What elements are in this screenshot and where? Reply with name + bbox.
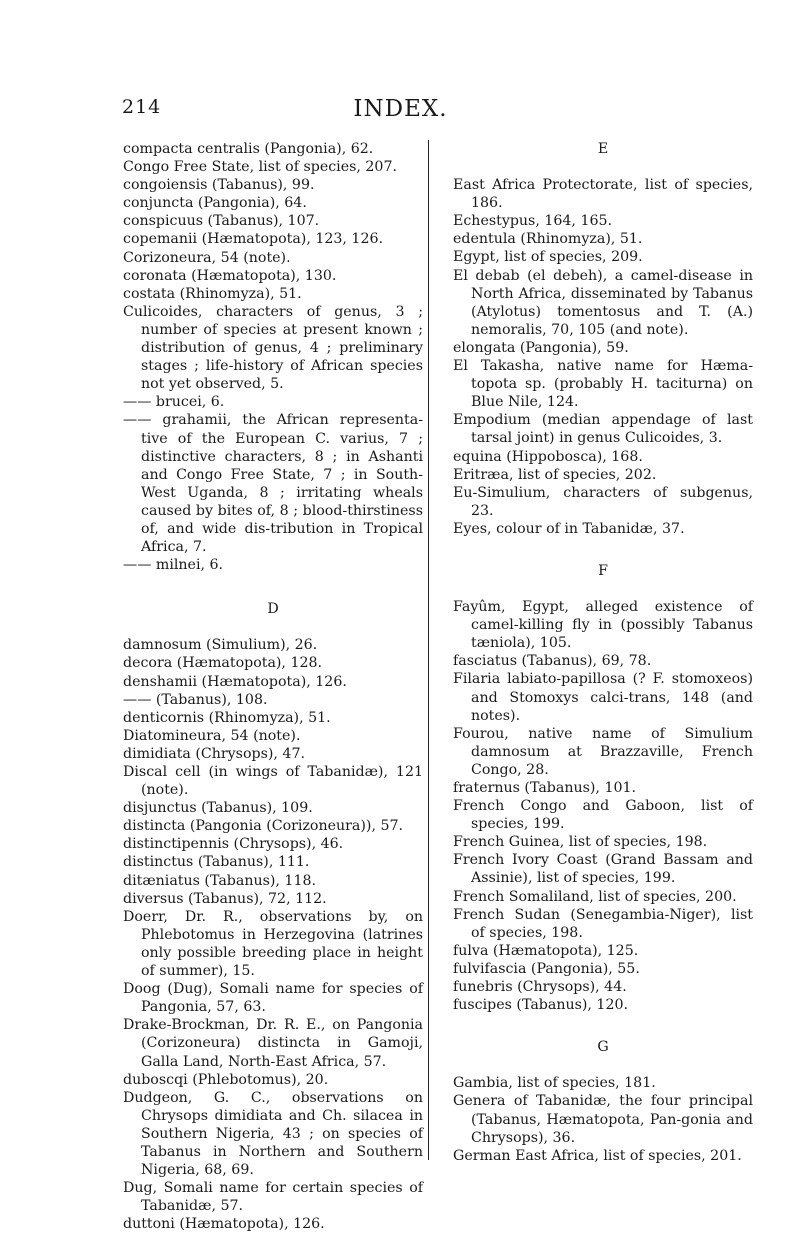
index-entry: edentula (Rhinomyza), 51. [453, 231, 643, 248]
index-entry: conspicuus (Tabanus), 107. [123, 213, 320, 230]
index-entry: French Sudan (Senegambia-Niger), list of species, 198. [453, 906, 753, 941]
index-entry: French Congo and Gaboon, list of species, 199. [453, 798, 753, 833]
index-entry: denticornis (Rhinomyza), 51. [123, 709, 331, 726]
index-entry: costata (Rhinomyza), 51. [123, 285, 302, 302]
index-entry: Echestypus, 164, 165. [453, 213, 613, 230]
index-entry: damnosum (Simulium), 26. [123, 637, 318, 654]
index-entry: East Africa Protectorate, list of species, 186. [453, 177, 753, 212]
left-column [123, 140, 423, 1233]
index-entry: duboscqi (Phlebotomus), 20. [123, 1071, 329, 1088]
index-entry: fasciatus (Tabanus), 69, 78. [453, 653, 652, 670]
index-entry: ditæniatus (Tabanus), 118. [123, 872, 317, 889]
index-entry: —— (Tabanus), 108. [123, 691, 268, 708]
index-entry: dimidiata (Chrysops), 47. [123, 745, 305, 762]
index-entry: Culicoides, characters of genus, 3 ; number of species at present known ; distribution of genus, 4 ; preliminary stages ; life-history of African species not yet observed, 5. [123, 303, 423, 393]
section-letter-d: D [267, 601, 279, 618]
index-entry: —— milnei, 6. [123, 557, 224, 574]
index-entry: diversus (Tabanus), 72, 112. [123, 890, 327, 907]
index-entry: distincta (Pangonia (Corizoneura)), 57. [123, 818, 404, 835]
page-header [0, 96, 801, 132]
section-letter-f: F [598, 562, 608, 579]
index-entry: Dug, Somali name for certain species of Tabanidæ, 57. [123, 1180, 423, 1215]
index-entry: Doerr, Dr. R., observations by, on Phlebotomus in Herzegovina (latrines only possible breeding place in height of summer), 15. [123, 908, 423, 980]
index-entry: congoiensis (Tabanus), 99. [123, 177, 315, 194]
index-entry: fraternus (Tabanus), 101. [453, 780, 637, 796]
index-entry: Fourou, native name of Simulium damnosum at Brazzaville, French Congo, 28. [453, 725, 753, 778]
index-entry: equina (Hippobosca), 168. [453, 448, 643, 465]
index-entry: —— grahamii, the African representa-tive of the European C. varius, 7 ; distinctive characters, 8 ; in Ashanti and Congo Free State, 7 ; in South-West Uganda, 8 ; irritating wheals caused by bites of, 8 ; blood-thirstiness of, and wide dis-tribution in Tropical Africa, 7. [123, 412, 423, 556]
f-entries [453, 598, 753, 1014]
index-entry: disjunctus (Tabanus), 109. [123, 800, 313, 817]
index-entry: coronata (Hæmatopota), 130. [123, 267, 337, 284]
section-letter-g: G [597, 1039, 609, 1056]
index-entry: Doog (Dug), Somali name for species of Pangonia, 57, 63. [123, 981, 423, 1016]
index-entry: French Guinea, list of species, 198. [453, 834, 708, 851]
index-entry: funebris (Chrysops), 44. [453, 979, 627, 996]
g-entries [453, 1074, 753, 1164]
index-entry: distinctus (Tabanus), 111. [123, 854, 310, 871]
index-entry: Gambia, list of species, 181. [453, 1075, 656, 1092]
index-entry: Discal cell (in wings of Tabanidæ), 121 (note). [123, 764, 423, 799]
index-entry: copemanii (Hæmatopota), 123, 126. [123, 231, 384, 248]
page-title: INDEX. [353, 96, 448, 122]
index-entry: Eyes, colour of in Tabanidæ, 37. [453, 520, 685, 537]
index-entry: El Takasha, native name for Hæma-topota sp. (probably H. taciturna) on Blue Nile, 124. [453, 358, 753, 411]
index-entry: fulvifascia (Pangonia), 55. [453, 960, 640, 977]
index-entry: Dudgeon, G. C., observations on Chrysops dimidiata and Ch. silacea in Southern Nigeria, 43 ; on species of Tabanus in Northern and Southern Nigeria, 68, 69. [123, 1089, 423, 1179]
index-entry: Drake-Brockman, Dr. R. E., on Pangonia (Corizoneura) distincta in Gamoji, Galla Land, North-East Africa, 57. [123, 1017, 423, 1070]
c-continued-entries [123, 140, 423, 574]
index-entry: denshamii (Hæmatopota), 126. [123, 673, 347, 690]
index-entry: Empodium (median appendage of last tarsal joint) in genus Culicoides, 3. [453, 412, 753, 447]
index-entry: fulva (Hæmatopota), 125. [453, 942, 639, 959]
index-entry: Corizoneura, 54 (note). [123, 249, 291, 266]
index-entry: conjuncta (Pangonia), 64. [123, 195, 307, 212]
index-entry: Filaria labiato-papillosa (? F. stomoxeos) and Stomoxys calci-trans, 148 (and notes). [453, 671, 753, 724]
index-entry: French Somaliland, list of species, 200. [453, 888, 737, 905]
index-entry: —— brucei, 6. [123, 394, 225, 411]
index-entry: Egypt, list of species, 209. [453, 249, 643, 266]
index-entry: compacta centralis (Pangonia), 62. [123, 141, 374, 157]
index-entry: fuscipes (Tabanus), 120. [453, 997, 629, 1014]
index-entry: duttoni (Hæmatopota), 126. [123, 1216, 325, 1233]
page-number: 214 [122, 96, 162, 118]
index-entry: Fayûm, Egypt, alleged existence of camel-killing fly in (possibly Tabanus tæniola), 105. [453, 599, 753, 652]
index-entry: distinctipennis (Chrysops), 46. [123, 836, 344, 853]
index-entry: elongata (Pangonia), 59. [453, 339, 629, 356]
index-entry: Eu-Simulium, characters of subgenus, 23. [453, 484, 753, 519]
index-entry: Diatomineura, 54 (note). [123, 727, 301, 744]
index-entry: Eritræa, list of species, 202. [453, 466, 657, 483]
right-column [453, 140, 753, 1165]
index-entry: German East Africa, list of species, 201. [453, 1147, 742, 1164]
index-entry: Genera of Tabanidæ, the four principal (Tabanus, Hæmatopota, Pan-gonia and Chrysops), 36. [453, 1093, 753, 1146]
index-entry: El debab (el debeh), a camel-disease in North Africa, disseminated by Tabanus (Atylotus) tomentosus and T. (A.) nemoralis, 70, 105 (and note). [453, 267, 753, 338]
column-divider [428, 140, 429, 1160]
index-entry: decora (Hæmatopota), 128. [123, 655, 323, 672]
e-entries [453, 176, 753, 538]
index-entry: Congo Free State, list of species, 207. [123, 159, 397, 176]
index-entry: French Ivory Coast (Grand Bassam and Assinie), list of species, 199. [453, 852, 753, 887]
section-letter-e: E [597, 141, 609, 157]
d-entries [123, 636, 423, 1233]
